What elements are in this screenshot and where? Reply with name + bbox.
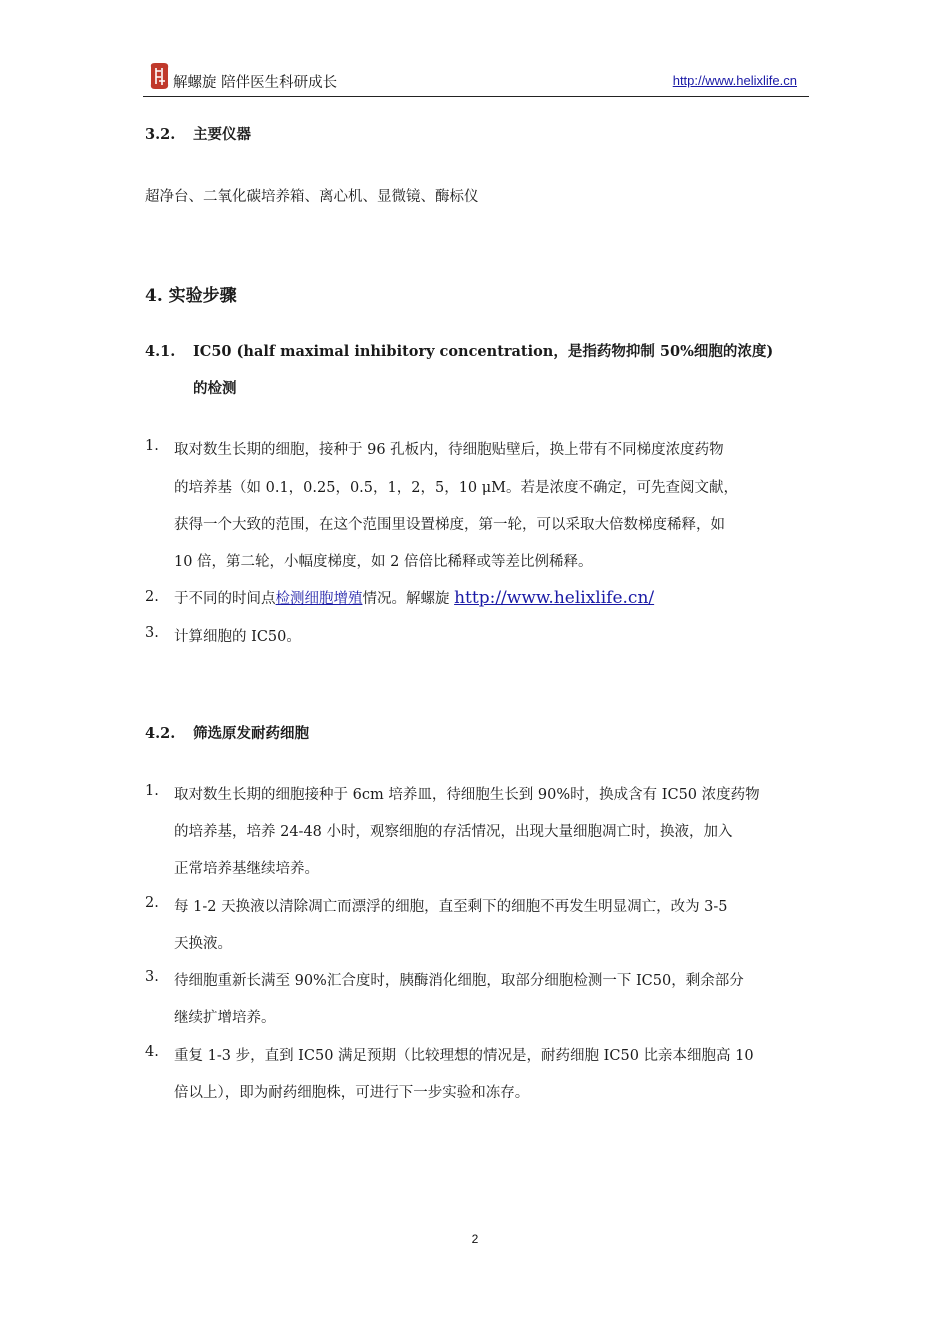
heading-number: 4.2.	[145, 725, 176, 742]
heading-title-line2: 的检测	[193, 380, 237, 397]
list-item-line: 10 倍，第二轮，小幅度梯度，如 2 倍倍比稀释或等差比例稀释。	[174, 554, 593, 570]
item-text: 情况。解螺旋	[362, 591, 455, 607]
list-item-number: 3.	[145, 969, 159, 985]
list-item-number: 1.	[145, 783, 159, 799]
list-item-line: 重复 1-3 步，直到 IC50 满足预期（比较理想的情况是，耐药细胞 IC50 比亲本细胞高 10	[174, 1048, 754, 1064]
heading-4-2	[145, 722, 309, 743]
heading-title: 筛选原发耐药细胞	[193, 725, 309, 742]
heading-3-2	[145, 123, 251, 144]
helixlife-link[interactable]: http://www.helixlife.cn/	[454, 588, 655, 608]
list-item-number: 4.	[145, 1044, 159, 1060]
list-item-line: 每 1-2 天换液以清除凋亡而漂浮的细胞，直至剩下的细胞不再发生明显凋亡，改为 3-5	[174, 899, 728, 915]
header-url-link[interactable]: http://www.helixlife.cn	[672, 73, 797, 88]
heading-title-line1: IC50 (half maximal inhibitory concentration，是指药物抑制 50%细胞的浓度)	[193, 343, 774, 360]
heading-title: 实验步骤	[168, 286, 237, 306]
list-item-line: 计算细胞的 IC50。	[174, 629, 301, 645]
list-item-line	[174, 587, 654, 608]
list-item-number: 2.	[145, 589, 159, 605]
list-item-number: 3.	[145, 625, 159, 641]
page-header	[143, 58, 809, 97]
heading-number: 4.1.	[145, 343, 176, 360]
list-item-line: 取对数生长期的细胞，接种于 96 孔板内，待细胞贴壁后，换上带有不同梯度浓度药物	[174, 442, 724, 458]
item-text: 于不同的时间点	[174, 591, 276, 607]
header-brand: 解螺旋 陪伴医生科研成长	[173, 75, 338, 91]
list-item-line: 的培养基，培养 24-48 小时，观察细胞的存活情况，出现大量细胞凋亡时，换液，加入	[174, 824, 733, 840]
list-item-line: 取对数生长期的细胞接种于 6cm 培养皿，待细胞生长到 90%时，换成含有 IC50 浓度药物	[174, 787, 760, 803]
heading-number: 3.2.	[145, 126, 176, 143]
list-item-line: 待细胞重新长满至 90%汇合度时，胰酶消化细胞，取部分细胞检测一下 IC50，剩余部分	[174, 973, 744, 989]
list-item-line: 继续扩增培养。	[174, 1010, 276, 1026]
cell-proliferation-link[interactable]: 检测细胞增殖	[275, 591, 363, 607]
seal-logo-icon	[147, 61, 171, 91]
heading-number: 4.	[145, 286, 163, 306]
heading-4	[145, 281, 237, 306]
page-number: 2	[471, 1232, 479, 1246]
list-item-line: 的培养基（如 0.1，0.25，0.5，1，2，5，10 μM。若是浓度不确定，可先查阅文献，	[174, 480, 739, 496]
list-item-line: 倍以上），即为耐药细胞株，可进行下一步实验和冻存。	[174, 1085, 530, 1101]
instrument-list: 超净台、二氧化碳培养箱、离心机、显微镜、酶标仪	[145, 189, 479, 205]
heading-4-1	[145, 340, 773, 361]
list-item-line: 天换液。	[174, 936, 232, 952]
heading-title: 主要仪器	[193, 126, 251, 143]
list-item-line: 正常培养基继续培养。	[174, 861, 319, 877]
list-item-number: 1.	[145, 438, 159, 454]
list-item-line: 获得一个大致的范围，在这个范围里设置梯度，第一轮，可以采取大倍数梯度稀释，如	[174, 517, 725, 533]
list-item-number: 2.	[145, 895, 159, 911]
